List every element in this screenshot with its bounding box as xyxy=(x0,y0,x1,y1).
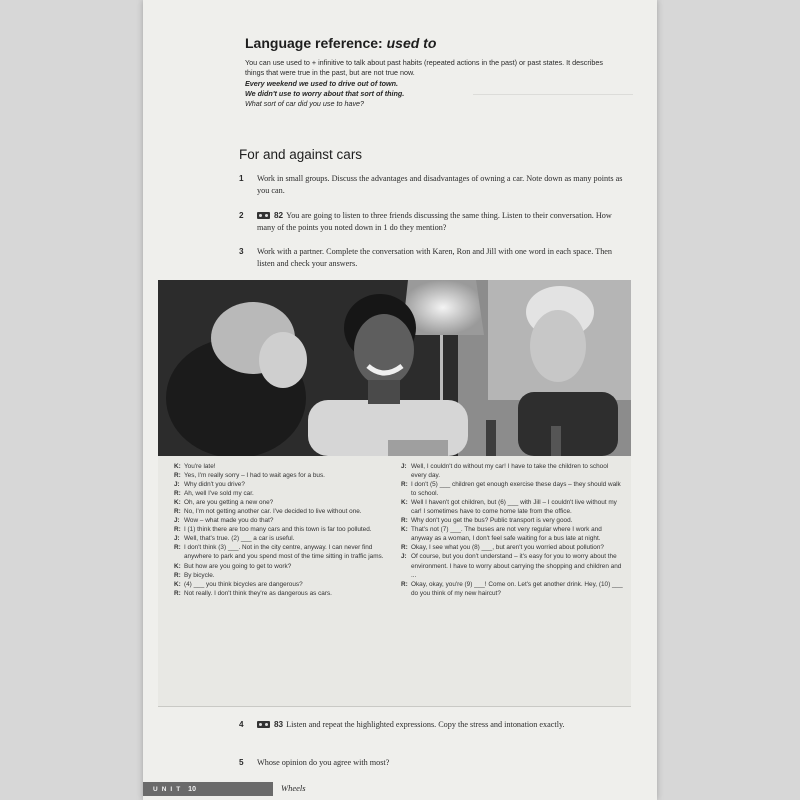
example-sentence: What sort of car did you use to have? xyxy=(245,99,365,109)
dialogue-text: (4) ___ you think bicycles are dangerous? xyxy=(184,580,303,588)
dialogue-text: Ah, well I've sold my car. xyxy=(184,490,254,498)
footer-section-name: Wheels xyxy=(281,783,306,793)
language-reference-text: You can use used to + infinitive to talk about past habits (repeated actions in the past) or past states. It describes things that were true in the past, but are not true now. xyxy=(245,58,603,78)
speaker-label: K: xyxy=(401,526,408,534)
dialogue-text: Wow – what made you do that? xyxy=(184,517,274,525)
unit-footer-strip xyxy=(143,782,273,796)
photo-three-friends xyxy=(158,280,631,456)
task-text: Listen and repeat the highlighted expressions. Copy the stress and intonation exactly. xyxy=(286,720,565,729)
task-text: Whose opinion do you agree with most? xyxy=(257,758,390,767)
dialogue-line xyxy=(174,498,384,507)
dialogue-text: Yes, I'm really sorry – I had to wait ages for a bus. xyxy=(184,472,325,480)
task-text: Work with a partner. Complete the conversation with Karen, Ron and Jill with one word in each space. Then listen and check your answers. xyxy=(257,247,613,268)
speaker-label: K: xyxy=(174,580,181,588)
language-reference-body xyxy=(245,58,610,109)
language-reference-title xyxy=(245,35,436,51)
dialogue-box xyxy=(158,456,631,707)
task-4 xyxy=(239,719,629,731)
task-text-wrap xyxy=(257,210,629,233)
dialogue-text: I don't think (3) ___. Not in the city centre, anyway. I can never find anywhere to park and you spend most of the time sitting in traffic jams. xyxy=(184,544,384,561)
dialogue-line xyxy=(174,480,384,489)
dialogue-text: Well, that's true. (2) ___ a car is useful. xyxy=(184,535,295,543)
dialogue-line xyxy=(401,498,623,516)
dialogue-line xyxy=(401,516,623,525)
dialogue-text: I don't (5) ___ children get enough exercise these days – they should walk to school. xyxy=(411,481,621,498)
speaker-label: J: xyxy=(174,481,180,489)
dialogue-line xyxy=(174,471,384,480)
cassette-icon xyxy=(257,212,270,219)
dialogue-text: Why don't you get the bus? Public transport is very good. xyxy=(411,517,573,525)
dialogue-line xyxy=(174,489,384,498)
dialogue-column-left xyxy=(174,462,384,598)
speaker-label: R: xyxy=(401,544,408,552)
dialogue-line xyxy=(401,525,623,543)
speaker-label: J: xyxy=(174,535,180,543)
speaker-label: R: xyxy=(401,517,408,525)
speaker-label: J: xyxy=(174,517,180,525)
example-sentence: We didn't use to worry about that sort of thing. xyxy=(245,88,405,98)
track-number: 82 xyxy=(274,211,284,220)
dialogue-text: I (1) think there are too many cars and this town is far too polluted. xyxy=(184,526,372,534)
task-number: 4 xyxy=(239,720,244,729)
language-reference-term: used to xyxy=(386,35,437,51)
speaker-label: R: xyxy=(174,490,181,498)
task-text: You are going to listen to three friends discussing the same thing. Listen to their conversation. How many of the points you noted down in 1 do they mention? xyxy=(257,211,612,232)
dialogue-line xyxy=(401,480,623,498)
dialogue-line xyxy=(174,571,384,580)
section-title: For and against cars xyxy=(239,147,363,162)
dialogue-text: But how are you going to get to work? xyxy=(184,562,292,570)
task-number: 2 xyxy=(239,211,244,220)
task-number: 5 xyxy=(239,758,244,767)
dialogue-line xyxy=(174,534,384,543)
example-sentence: Every weekend we used to drive out of town. xyxy=(245,78,398,88)
dialogue-text: Okay, okay, you're (9) ___! Come on. Let's get another drink. Hey, (10) ___ do you think of my new haircut? xyxy=(411,580,623,597)
task-3 xyxy=(239,246,629,269)
unit-number: 10 xyxy=(188,785,196,793)
dialogue-line xyxy=(174,589,384,598)
dialogue-line xyxy=(174,543,384,561)
cassette-icon xyxy=(257,721,270,728)
dialogue-line xyxy=(401,552,623,579)
dialogue-text: Oh, are you getting a new one? xyxy=(184,499,274,507)
task-number: 3 xyxy=(239,247,244,256)
dialogue-text: Well, I couldn't do without my car! I have to take the children to school every day. xyxy=(411,463,609,480)
speaker-label: J: xyxy=(401,463,407,470)
speaker-label: K: xyxy=(174,499,181,507)
dialogue-line xyxy=(174,580,384,589)
speaker-label: K: xyxy=(174,562,181,570)
dialogue-text: Of course, but you don't understand – it's easy for you to worry about the environment. I have to worry about carrying the shopping and children and ... xyxy=(411,553,622,579)
speaker-label: R: xyxy=(174,526,181,534)
dialogue-column-right xyxy=(401,462,623,598)
speaker-label: R: xyxy=(174,508,181,516)
task-number: 1 xyxy=(239,174,244,183)
task-2 xyxy=(239,210,629,233)
speaker-label: R: xyxy=(174,589,181,597)
speaker-label: R: xyxy=(174,472,181,480)
dialogue-line xyxy=(174,507,384,516)
speaker-label: J: xyxy=(401,553,407,561)
dialogue-text: Why didn't you drive? xyxy=(184,481,245,489)
dialogue-line xyxy=(401,543,623,552)
dialogue-text: That's not (7) ___. The buses are not very regular where I work and anyway as a woman, I don't feel safe waiting for a bus late at night. xyxy=(411,526,602,543)
task-5 xyxy=(239,757,629,769)
dialogue-text: Well I haven't got children, but (6) ___ with Jill – I couldn't live without my car! I sometimes have to come home late from the office. xyxy=(411,499,617,516)
speaker-label: R: xyxy=(401,580,408,588)
dialogue-text: You're late! xyxy=(184,463,216,470)
dialogue-line xyxy=(401,580,623,598)
speaker-label: R: xyxy=(174,571,181,579)
speaker-label: K: xyxy=(174,463,181,470)
speaker-label: K: xyxy=(401,499,408,507)
speaker-label: R: xyxy=(174,544,181,552)
dialogue-line xyxy=(174,562,384,571)
textbook-page xyxy=(143,0,657,800)
dialogue-line xyxy=(174,462,384,471)
speaker-label: R: xyxy=(401,481,408,489)
dialogue-text: By bicycle. xyxy=(184,571,215,579)
dialogue-text: No, I'm not getting another car. I've decided to live without one. xyxy=(184,508,362,516)
dialogue-text: Okay, I see what you (8) ___, but aren't you worried about pollution? xyxy=(411,544,604,552)
track-number: 83 xyxy=(274,720,284,729)
dialogue-line xyxy=(174,516,384,525)
dialogue-line xyxy=(174,525,384,534)
dialogue-text: Not really. I don't think they're as dangerous as cars. xyxy=(184,589,332,597)
task-text-wrap xyxy=(257,719,629,731)
unit-label: UNIT xyxy=(153,785,185,793)
photo-illustration xyxy=(158,280,631,456)
language-reference-title-main: Language reference: xyxy=(245,35,383,51)
task-text: Work in small groups. Discuss the advantages and disadvantages of owning a car. Note down as many points as you can. xyxy=(257,174,623,195)
dialogue-line xyxy=(401,462,623,480)
task-1 xyxy=(239,173,629,196)
